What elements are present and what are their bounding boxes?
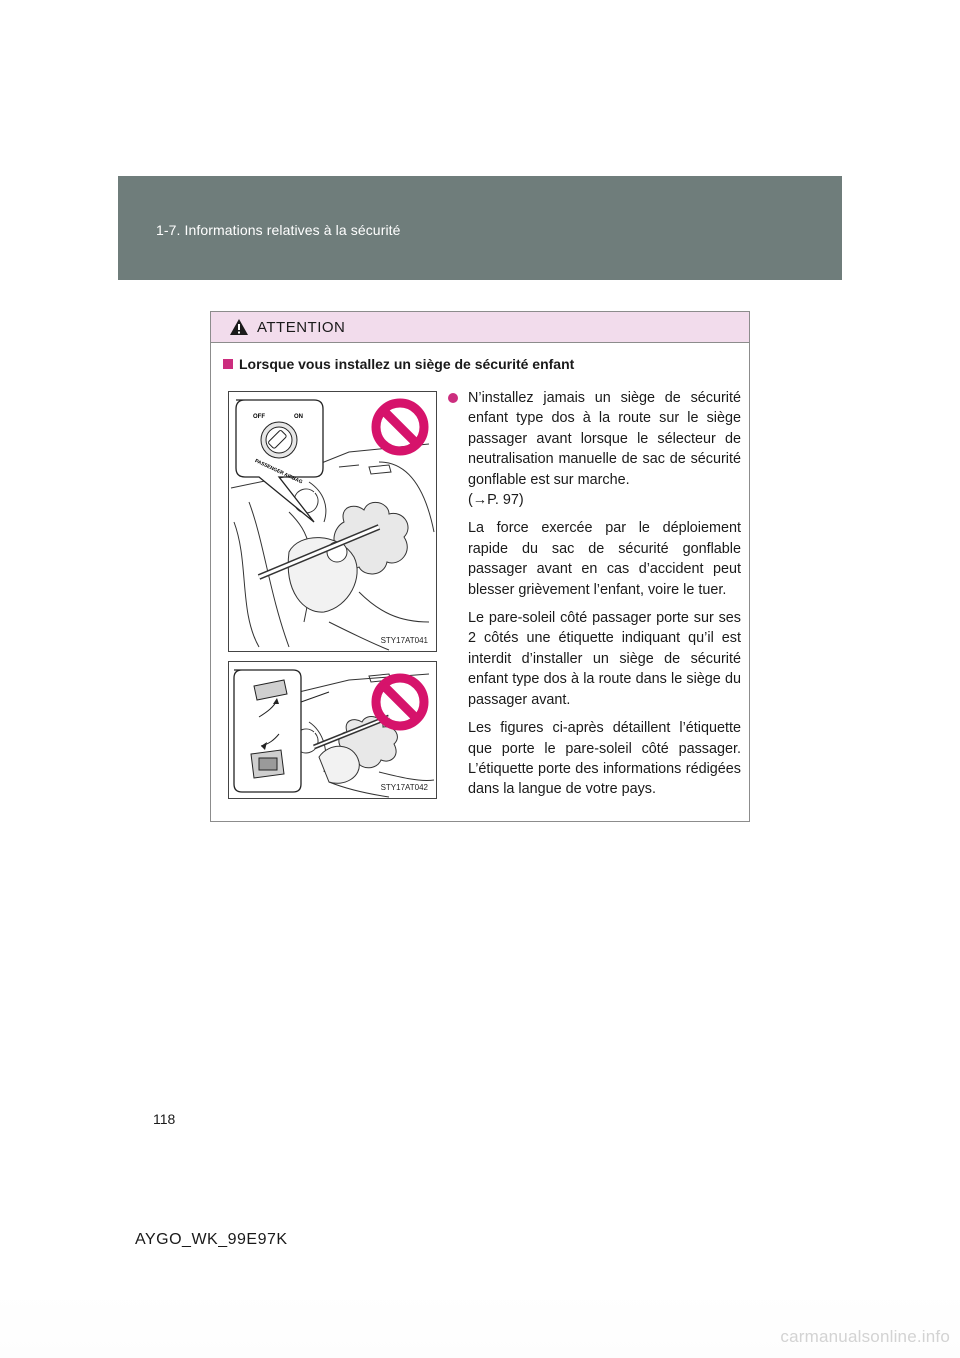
bullet-item [448, 388, 741, 510]
paragraph: Le pare-soleil côté passager porte sur ses 2 côtés une étiquette indiquant qu’il est interdit d’installer un siège de sécurité enfant type dos à la route dans le siège du passager avant. [468, 610, 741, 708]
figure-code: STY17AT042 [380, 783, 428, 792]
subheading-text: Lorsque vous installez un siège de sécurité enfant [239, 356, 575, 372]
round-bullet-icon [448, 393, 458, 403]
watermark: carmanualsonline.info [780, 1327, 950, 1346]
square-bullet-icon [223, 359, 233, 369]
bullet-text: N’installez jamais un siège de sécurité enfant type dos à la route sur le siège passager avant lorsque le sélecteur de neutralisation manuelle de sac de sécurité gonflable est sur marche. [468, 390, 741, 488]
warning-subheading [223, 356, 574, 372]
prohibition-icon [376, 403, 424, 451]
switch-on-label: ON [294, 414, 303, 420]
figure-sun-visor [228, 661, 437, 799]
figure-code: STY17AT041 [380, 636, 428, 645]
prohibition-icon [376, 678, 424, 726]
sun-visor-illustration [229, 662, 436, 798]
paragraph: La force exercée par le déploiement rapide du sac de sécurité gonflable passager avant en cas d’accident peut blesser grièvement l’enfant, voire le tuer. [468, 520, 741, 598]
switch-off-label: OFF [253, 414, 265, 420]
figure-airbag-switch [228, 391, 437, 652]
warning-box [210, 311, 750, 822]
page-number: 118 [153, 1111, 176, 1127]
warning-triangle-icon [229, 318, 249, 336]
footer-band [0, 1290, 960, 1358]
paragraph: Les figures ci-après détaillent l’étiquette que porte le pare-soleil côté passager. L’étiquette porte des informations rédigées dans la langue de votre pays. [468, 720, 741, 798]
section-title: 1-7. Informations relatives à la sécurité [156, 222, 401, 238]
warning-text [448, 388, 741, 800]
warning-title: ATTENTION [257, 318, 346, 336]
warning-header [211, 312, 749, 343]
section-header [118, 176, 842, 280]
passenger-airbag-label: PASSENGER AIRBAG [253, 458, 304, 486]
document-code: AYGO_WK_99E97K [135, 1231, 288, 1248]
child-seat-illustration [229, 392, 436, 651]
page-reference: (→P. 97) [468, 492, 524, 509]
